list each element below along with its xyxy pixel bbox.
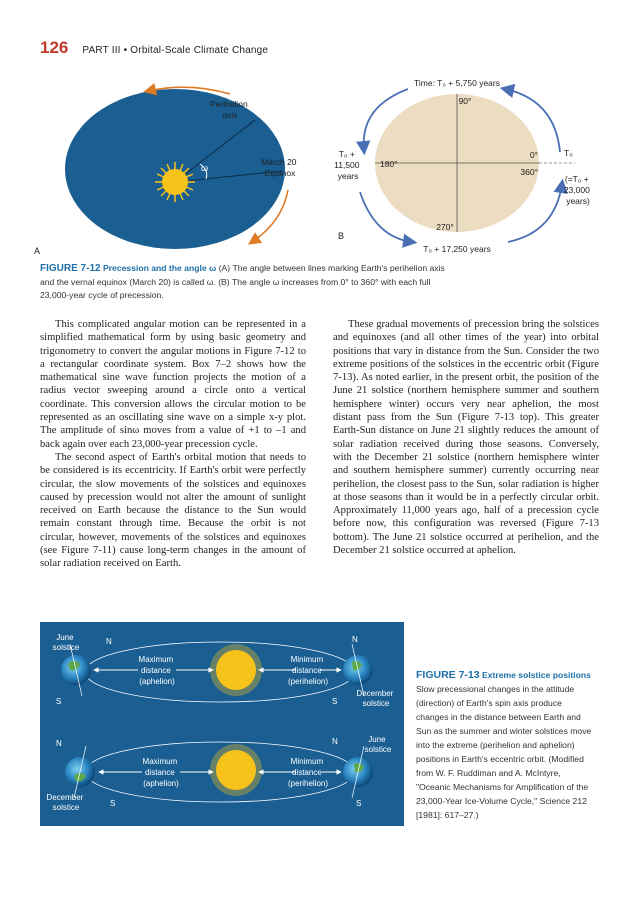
top-december-2: solstice — [362, 699, 390, 708]
panel-b — [334, 78, 592, 254]
top-max-2: distance — [140, 666, 171, 675]
left-t-1: T₀ + — [338, 149, 355, 159]
svg-text:(=T₀ + 23,000 year — [564, 174, 592, 206]
top-december-1: December — [356, 689, 394, 698]
body-column-1 — [40, 318, 306, 571]
top-min-1: Minimum — [290, 655, 324, 664]
page-header — [40, 38, 268, 60]
svg-text:Minimum distance ( — [288, 655, 328, 686]
svg-text:Minimum distance ( — [288, 757, 328, 788]
paragraph: These gradual movements of precession bring the solstices and equinoxes (and all other times of the year) into orbital positions that vary in distance from the Sun. Consider the two extreme positions of the solstices in the eccentric orbit (Figure 7-13). As noted earlier, in the present orbit, the position of the June 21 solstice (northern hemisphere summer and southern hemisphere winter) occurs very near aphelion, the most distant pass from the Sun (Figure 7-13 top). This greater Earth-Sun distance on June 21 slightly reduces the amount of solar radiation received during those seasons. Conversely, with the December 21 solstice (northern hemisphere winter and southern hemisphere summer) currently occurring near perihelion, the closest pass to the Sun, solar radiation is higher at those seasons than it would be in a perfectly circular orbit. Approximately 11,000 years ago, half of a precession cycle before now, this configuration was reversed (Figure 7-13 bottom). The June 21 solstice occurred at perihelion, and the December 21 solstice occurred at aphelion. — [333, 319, 599, 557]
figure-7-13 — [40, 622, 404, 826]
right-t-2: 23,000 — [563, 185, 590, 195]
right-t-1: (=T₀ + — [564, 174, 589, 184]
top-max-1: Maximum — [138, 655, 174, 664]
bottom-june-2: solstice — [364, 745, 392, 754]
right-t-3: years) — [566, 196, 590, 206]
top-n-right: N — [352, 635, 358, 644]
sun-icon — [155, 162, 195, 202]
fig-13-label: FIGURE 7-13 — [416, 669, 480, 681]
top-min-2: distance — [291, 666, 322, 675]
deg-360: 360° — [520, 167, 538, 177]
sun-icon — [210, 644, 262, 696]
deg-180: 180° — [380, 159, 398, 169]
body-column-2 — [333, 318, 599, 557]
fig-12-title: Precession and the angle ω — [102, 263, 217, 273]
bottom-max-1: Maximum — [142, 757, 178, 766]
bottom-june-1: June — [368, 735, 386, 744]
bottom-december-2: solstice — [52, 803, 80, 812]
running-head: PART III • Orbital-Scale Climate Change — [82, 45, 269, 56]
bottom-max-2: distance — [144, 768, 175, 777]
top-max-3: (aphelion) — [139, 677, 175, 686]
panel-b-label: B — [338, 231, 345, 241]
paragraph: The second aspect of Earth's orbital motion that needs to be considered is its eccentricity. If Earth's orbit were perfectly circular, the slow movements of the solstices and equinoxes caused by precession would not alter the amount of sunlight received on Earth because the distance to the Sun would remain constant through time. Because the orbit is not circular, however, movements of the solstices and equinoxes (see Figure 7-11) cause long-term changes in the amount of solar radiation received on Earth. — [40, 451, 306, 570]
left-t-2: 11,500 — [334, 160, 360, 170]
svg-text:Maximum distance ( — [139, 655, 176, 686]
deg-270: 270° — [436, 222, 454, 232]
left-t-3: years — [337, 171, 359, 181]
bottom-s-left: S — [110, 799, 116, 808]
figure-7-12-caption — [40, 262, 450, 303]
fig-12-text: (A) The angle between lines marking Earth's perihelion axis and the vernal equinox (March 20) is called ω. (B) The angle ω increases from 0° to 360° with each full 23,000-year cycle of precession. — [40, 263, 445, 300]
deg-0: 0° — [529, 150, 538, 160]
svg-text:March 20 Equinox — [261, 157, 299, 178]
page-number: 126 — [40, 38, 69, 57]
bottom-december-1: December — [46, 793, 84, 802]
bottom-n-right: N — [332, 737, 338, 746]
equinox-label-2: Equinox — [264, 168, 296, 178]
panel-a — [34, 87, 299, 256]
bottom-min-2: distance — [291, 768, 322, 777]
top-n-left: N — [106, 637, 112, 646]
bottom-min-1: Minimum — [290, 757, 324, 766]
perihelion-label-2: axis — [222, 110, 238, 120]
perihelion-label-1: Perihelion — [209, 99, 248, 109]
deg-90: 90° — [458, 96, 472, 106]
right-t0: T₀ — [564, 148, 573, 158]
figure-7-13-caption — [416, 668, 594, 822]
omega-label-a: ω — [201, 163, 209, 173]
fig-13-text: Slow precessional changes in the attitude (direction) of Earth's spin axis produce changes in the distance between Earth and Sun as the summer and winter solstices move into the extreme (perihelion and aphelion) positions in Earth's eccentric orbit. (Modified from W. F. Ruddiman and A. McIntyre, "Oceanic Mechanisms for Amplification of the 23,000-Year Ice-Volume Cycle," Science 212 [1981]: 617–27.) — [416, 684, 592, 820]
bottom-min-3: (perihelion) — [287, 779, 329, 788]
panel-a-label: A — [34, 246, 41, 256]
fig-12-label: FIGURE 7-12 — [40, 263, 101, 274]
bottom-t-label: T₀ + 17,250 years — [423, 244, 491, 254]
fig-13-title: Extreme solstice positions — [482, 670, 591, 680]
bottom-max-3: (aphelion) — [143, 779, 179, 788]
figure-7-12 — [30, 72, 610, 262]
time-top-label: Time: T₀ + 5,750 years — [414, 78, 500, 88]
top-june-2: solstice — [52, 643, 80, 652]
equinox-label-1: March 20 — [261, 157, 297, 167]
svg-text:T₀ + 11,500 years — [334, 149, 362, 181]
top-s-left: S — [56, 697, 62, 706]
bottom-s-right: S — [356, 799, 362, 808]
top-min-3: (perihelion) — [287, 677, 329, 686]
top-s-right: S — [332, 697, 338, 706]
top-june-1: June — [56, 633, 74, 642]
sun-icon — [210, 744, 262, 796]
svg-text:Maximum distance ( — [143, 757, 180, 788]
paragraph: This complicated angular motion can be represented in a simplified mathematical form by using basic geometry and trigonometry to convert the angular motions in Figure 7-12 to a rectangular coordinate system. Box 7–2 shows how the mathematical sine wave function projects the motion of a radius vector sweeping around a circle onto a vertical coordinate. This conversion allows the circular motion to be represented as an oscillating sine wave on a simple x-y plot. The amplitude of sinω moves from a value of +1 to –1 and back again over each 23,000-year precession cycle. — [40, 319, 306, 450]
bottom-n-left: N — [56, 739, 62, 748]
